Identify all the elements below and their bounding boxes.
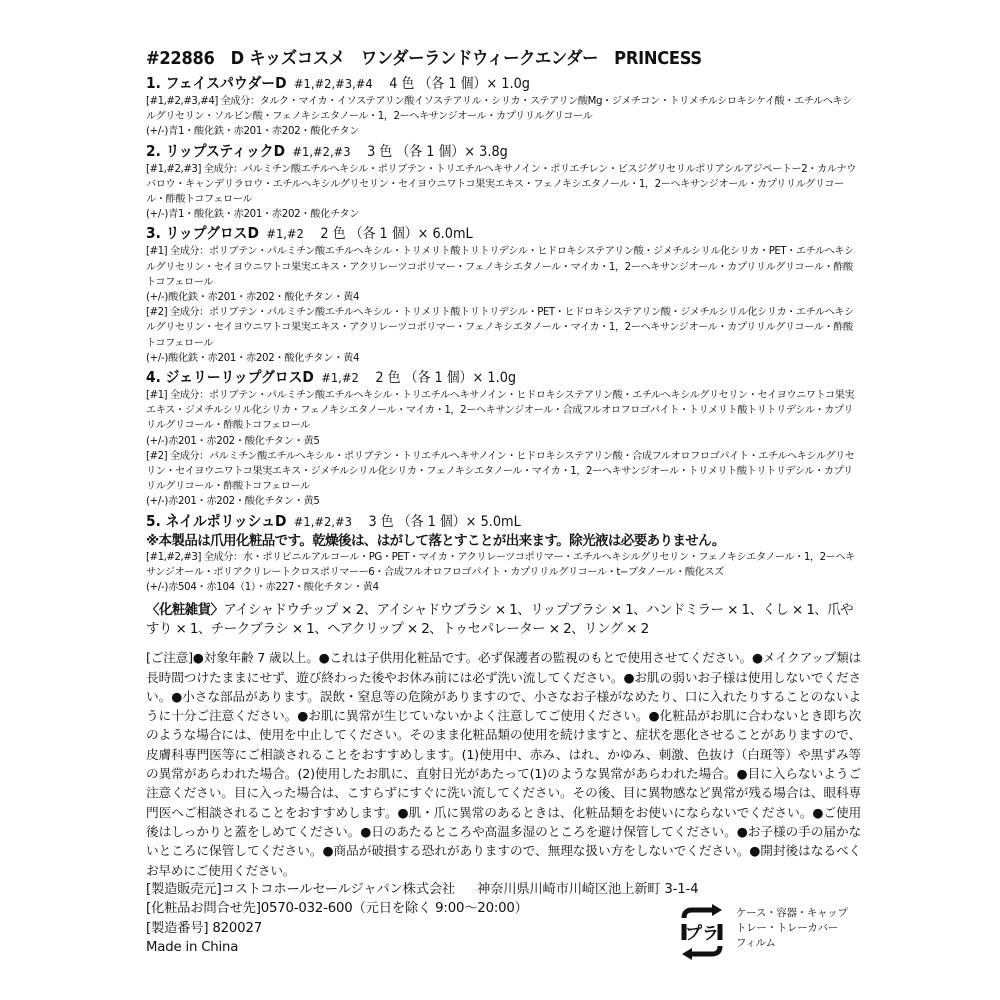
ingredients: [#1] 全成分：ポリブテン・パルミチン酸エチルヘキシル・トリエチルヘキサノイン・ヒドロキシステアリン酸・エチルヘキシルグリセリン・セイヨウニワトコ果実エキス・ジメチルシリル化シリカ・フェノキシエタノール・マイカ・1，2ーヘキサンジオール・合成フルオロフロゴパイト・トリメリト酸トリトリデシル・カプリリルグリコール・酢酸トコフェロール: [146, 390, 855, 432]
colorants: (+/-)赤201・赤202・酸化チタン・黄5: [146, 435, 320, 447]
address: 神奈川県川崎市川崎区池上新町 3-1-4: [477, 881, 699, 897]
manufacturer-line: [製造販売元]コストコホールセールジャパン株式会社 神奈川県川崎市川崎区池上新町 3-1-4: [146, 881, 699, 897]
sundries-label: 〈化粧雑貨〉: [146, 602, 224, 619]
footer: [146, 880, 861, 958]
product-item-nail-polish: [146, 511, 861, 596]
product-item-jelly-lip-gloss: [146, 367, 861, 510]
colorants: (+/-)赤504・赤104（1）・赤227・酸化チタン・黄4: [146, 582, 379, 594]
label-document: [146, 48, 861, 958]
caution-section: [146, 648, 861, 880]
item-heading: 2. リップスティックD #1,#2,#3 3 色 （各 1 個）× 3.8g: [146, 141, 508, 160]
colorants: (+/-)青1・酸化鉄・赤201・赤202・酸化チタン: [146, 126, 360, 138]
product-item-face-powder: [146, 73, 861, 140]
origin-line: Made in China: [146, 940, 239, 956]
product-title: #22886 D キッズコスメ ワンダーランドウィークエンダー PRINCESS: [146, 49, 702, 69]
ingredients: [#2] 全成分：ポリブテン・パルミチン酸エチルヘキシル・トリメリト酸トリトリデシル・PET・ヒドロキシステアリン酸・ジメチルシリル化シリカ・エチルヘキシルグリセリン・セイヨウニワトコ果実エキス・アクリレーツコポリマー・フェノキシエタノール・マイカ・1，2ーヘキサンジオール・カプリリルグリコール・酢酸トコフェロール: [146, 307, 854, 349]
colorants: (+/-)酸化鉄・赤201・赤202・酸化チタン・黄4: [146, 352, 360, 364]
item-heading: 4. ジェリーリップグロスD #1,#2 2 色 （各 1 個）× 1.0g: [146, 368, 517, 387]
sundries-list: [146, 601, 861, 639]
ingredients: [#1,#2,#3,#4] 全成分：タルク・マイカ・イソステアリン酸イソステアリル・シリカ・ステアリン酸Mg・ジメチコン・トリメチルシロキシケイ酸・エチルヘキシルグリセリン・ソルビン酸・フェノキシエタノール・1，2ーヘキサンジオール・カプリリルグリコール: [146, 96, 852, 123]
product-item-lip-gloss: [146, 223, 861, 366]
caution-label: [ご注意]: [146, 650, 193, 666]
colorants: (+/-)酸化鉄・赤201・赤202・酸化チタン・黄4: [146, 292, 360, 304]
ingredients: [#1,#2,#3] 全成分：水・ポリビニルアルコール・PG・PET・マイカ・アクリレーツコポリマー・エチルヘキシルグリセリン・フェノキシエタノール・1，2ーヘキサンジオール・ポリアクリレートクロスポリマーー6・合成フルオロフロゴパイト・カプリリルグリコール・t−ブタノール・酸化スズ: [146, 551, 855, 578]
colorants: (+/-)赤201・赤202・酸化チタン・黄5: [146, 496, 320, 508]
colorants: (+/-)青1・酸化鉄・赤201・赤202・酸化チタン: [146, 209, 360, 221]
item-heading: 1. フェイスパウダーD #1,#2,#3,#4 4 色 （各 1 個）× 1.0g: [146, 74, 530, 92]
lot-number-line: [製造番号] 820027: [146, 920, 262, 936]
product-item-lipstick: [146, 141, 861, 223]
ingredients: [#2] 全成分：パルミチン酸エチルヘキシル・ポリブテン・トリエチルヘキサノイン・ヒドロキシステアリン酸・合成フルオロフロゴパイト・エチルヘキシルグリセリン・セイヨウニワトコ果実エキス・ジメチルシリル化シリカ・フェノキシエタノール・マイカ・1，2ーヘキサンジオール・トリメリト酸トリトリデシル・カプリリルグリコール・酢酸トコフェロール: [146, 450, 855, 493]
nail-polish-note: ※本製品は爪用化粧品です。乾燥後は、はがして落とすことが出来ます。除光液は必要ありません。: [146, 532, 725, 549]
recycle-mark: [674, 904, 848, 960]
ingredients: [#1] 全成分：ポリブテン・パルミチン酸エチルヘキシル・トリメリト酸トリトリデシル・ヒドロキシステアリン酸・ジメチルシリル化シリカ・PET・エチルヘキシルグリセリン・セイヨウニワトコ果実エキス・アクリレーツコポリマー・フェノキシエタノール・マイカ・1，2ーヘキサンジオール・カプリリルグリコール・酢酸トコフェロール: [146, 246, 854, 288]
svg-text:プラ: プラ: [685, 923, 719, 944]
item-heading: 5. ネイルポリッシュD #1,#2,#3 3 色 （各 1 個）× 5.0mL: [146, 511, 521, 530]
caution-text: ●対象年齢 7 歳以上。●これは子供用化粧品です。必ず保護者の監視のもとで使用させてください。●メイクアップ類は長時間つけたままにせず、遊び終わった後やお休み前には必ず洗い流してください。●お肌の弱いお子様は使用しないでください。●小さな部品があります。誤飲・窒息等の危険がありますので、小さなお子様がなめたり、口に入れたりすることのないように十分ご注意ください。●お肌に異常が生じていないかよく注意してご使用ください。●化粧品がお肌に合わないとき即ち次のような場合には、使用を中止してください。そのまま化粧品類の使用を続けますと、症状を悪化させることがありますので、皮膚科専門医等にご相談されることをおすすめします。(1)使用中、赤み、はれ、かゆみ、刺激、色抜け（白斑等）や黒ずみ等の異常があらわれた場合。(2)使用したお肌に、直射日光があたって(1)のような異常があらわれた場合。●目に入らないようご注意ください。目に入った場合は、こすらずにすぐに洗い流してください。その後、目に異物感など異常が残る場合は、眼科専門医へご相談されることをおすすめします。●肌・爪に異常のあるときは、化粧品類をお使いにならないでください。●ご使用後はしっかりと蓋をしめてください。●日のあたるところや高温多湿のところを避け保管してください。●お子様の手の届かないところに保管してください。●商品が破損する恐れがありますので、無理な扱い方をしないでください。●開封後はなるべくお早めにご使用ください。: [146, 650, 861, 878]
contact-line: [化粧品お問合せ先]0570-032-600（元日を除く 9:00〜20:00）: [146, 901, 528, 917]
pla-recycle-icon: [674, 904, 730, 960]
ingredients: [#1,#2,#3] 全成分：パルミチン酸エチルヘキシル・ポリブテン・トリエチルヘキサノイン・ポリエチレン・ビスジグリセリルポリアシルアジペートー2・カルナウバロウ・キャンデリラロウ・エチルヘキシルグリセリン・セイヨウニワトコ果実エキス・フェノキシエタノール・1，2ーヘキサンジオール・カプリリルグリコール・酢酸トコフェロール: [146, 163, 856, 206]
recycle-parts: ケース・容器・キャップ トレー・トレーカバー フィルム: [736, 906, 848, 949]
item-heading: 3. リップグロスD #1,#2 2 色 （各 1 個）× 6.0mL: [146, 224, 473, 243]
sundries-text: アイシャドウチップ × 2、アイシャドウブラシ × 1、リップブラシ × 1、ハンドミラー × 1、くし × 1、爪やすり × 1、チークブラシ × 1、ヘアクリップ × 2、トゥセパレーター × 2、リング × 2: [146, 602, 854, 638]
